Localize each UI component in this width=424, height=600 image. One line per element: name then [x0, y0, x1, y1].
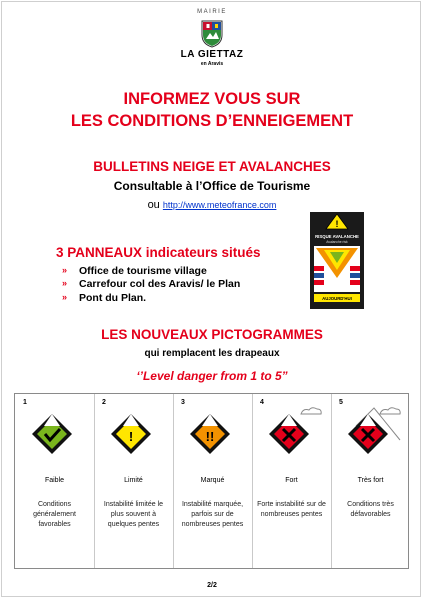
level-description: Conditions très défavorables	[347, 501, 394, 518]
level-column-4	[252, 394, 331, 570]
level-name: Très fort	[357, 477, 384, 484]
list-item: » Carrefour col des Aravis/ le Plan	[62, 278, 241, 291]
danger-level-2-icon	[99, 400, 167, 462]
panneaux-heading: 3 PANNEAUX indicateurs situés	[56, 245, 261, 260]
level-name: Faible	[44, 477, 65, 484]
bulletins-heading: BULLETINS NEIGE ET AVALANCHES	[93, 159, 331, 174]
danger-level-4-icon	[257, 400, 325, 462]
town-name: LA GIETTAZ	[180, 49, 244, 60]
town-crest-icon	[200, 19, 224, 48]
level-name: Marqué	[200, 477, 225, 484]
level-column-3	[173, 394, 252, 570]
town-subtitle: en Aravis	[200, 61, 224, 67]
sign-subtitle: Avalanche risk	[326, 240, 348, 244]
bullet-icon: »	[62, 291, 68, 302]
level-column-5	[331, 394, 410, 570]
title-line-1: INFORMEZ VOUS SUR	[123, 90, 301, 108]
page-number: 2/2	[207, 582, 217, 589]
bulletins-ou-line	[0, 199, 424, 211]
pictos-heading: LES NOUVEAUX PICTOGRAMMES	[101, 327, 323, 342]
danger-level-1-icon	[20, 400, 88, 462]
level-description: Instabilité limitée le plus souvent à quelques pentes	[103, 501, 164, 528]
meteofrance-link[interactable]: http://www.meteofrance.com	[162, 200, 277, 210]
level-number: 1	[23, 399, 27, 406]
level-description: Conditions généralement favorables	[33, 501, 76, 528]
svg-text:!: !	[335, 219, 339, 229]
level-column-1	[15, 394, 94, 570]
level-danger-line: ‘’Level danger from 1 to 5”	[136, 369, 288, 383]
svg-text:!!: !!	[205, 429, 215, 444]
level-number: 3	[181, 399, 185, 406]
danger-level-5-icon	[336, 400, 404, 462]
pictos-subheading: qui remplacent les drapeaux	[144, 348, 280, 359]
level-number: 4	[260, 399, 264, 406]
level-name: Limité	[124, 477, 143, 484]
level-description: Instabilité marquée, parfois sur de nombreuses pentes	[181, 501, 244, 528]
level-column-2	[94, 394, 173, 570]
avalanche-risk-sign	[310, 212, 364, 309]
pictogram-table	[14, 393, 409, 569]
sign-title: RISQUE AVALANCHE	[315, 234, 359, 239]
level-name: Fort	[285, 477, 298, 484]
panneaux-list	[62, 265, 240, 305]
list-item: » Pont du Plan.	[62, 291, 147, 304]
list-item: » Office de tourisme village	[62, 265, 207, 277]
bullet-icon: »	[62, 278, 68, 289]
bullet-icon: »	[62, 265, 68, 275]
ou-text: ou	[147, 199, 160, 211]
svg-text:!: !	[128, 429, 134, 444]
mairie-label: MAIRIE	[197, 9, 227, 15]
bulletins-consult: Consultable à l’Office de Tourisme	[113, 179, 311, 193]
level-number: 2	[102, 399, 106, 406]
level-number: 5	[339, 399, 343, 406]
danger-level-3-icon	[178, 400, 246, 462]
level-description: Forte instabilité sur de nombreuses pentes	[257, 501, 326, 518]
title-line-2: LES CONDITIONS D’ENNEIGEMENT	[70, 112, 354, 130]
sign-footer: AUJOURD'HUI	[322, 296, 352, 301]
